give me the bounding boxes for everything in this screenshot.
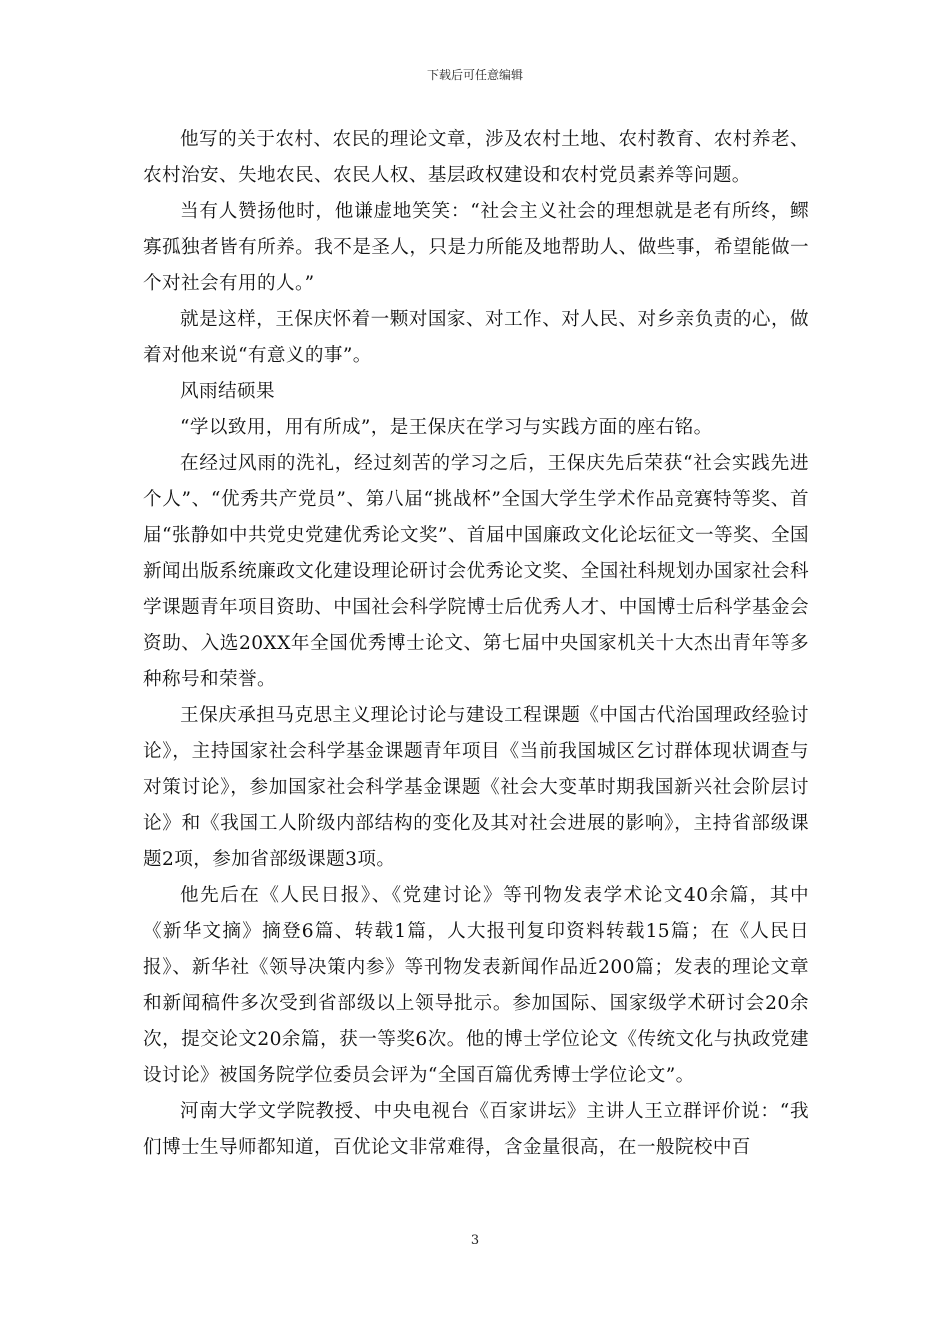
paragraph-honors: 在经过风雨的洗礼，经过刻苦的学习之后，王保庆先后荣获“社会实践先进个人”、“优秀共产党员”、第八届“挑战杯”全国大学生学术作品竞赛特等奖、首届“张静如中共党史党建优秀论文奖”、首届中国廉政文化论坛征文一等奖、全国新闻出版系统廉政文化建设理论研讨会优秀论文奖、全国社科规划办国家社会科学课题青年项目资助、中国社会科学院博士后优秀人才、中国博士后科学基金会资助、入选20XX年全国优秀博士论文、第七届中央国家机关十大杰出青年等多种称号和荣誉。 bbox=[143, 453, 809, 690]
paragraph-meaningful-work: 就是这样，王保庆怀着一颗对国家、对工作、对人民、对乡亲负责的心，做着对他来说“有意义的事”。 bbox=[143, 309, 809, 366]
paragraph-research-projects: 王保庆承担马克思主义理论讨论与建设工程课题《中国古代治国理政经验讨论》，主持国家社会科学基金课题青年项目《当前我国城区乞讨群体现状调查与对策讨论》，参加国家社会科学基金课题《社会大变革时期我国新兴社会阶层讨论》和《我国工人阶级内部结构的变化及其对社会进展的影响》，主持省部级课题2项，参加省部级课题3项。 bbox=[143, 705, 809, 870]
paragraph-modest-reply: 当有人赞扬他时，他谦虚地笑笑：“社会主义社会的理想就是老有所终，鳏寡孤独者皆有所养。我不是圣人，只是力所能及地帮助人、做些事，希望能做一个对社会有用的人。” bbox=[143, 201, 809, 294]
paragraph-publications: 他先后在《人民日报》、《党建讨论》等刊物发表学术论文40余篇，其中《新华文摘》摘登6篇、转载1篇，人大报刊复印资料转载15篇；在《人民日报》、新华社《领导决策内参》等刊物发表新闻作品近200篇；发表的理论文章和新闻稿件多次受到省部级以上领导批示。参加国际、国家级学术研讨会20余次，提交论文20余篇，获一等奖6次。他的博士学位论文《传统文化与执政党建设讨论》被国务院学位委员会评为“全国百篇优秀博士学位论文”。 bbox=[143, 885, 809, 1086]
document-body bbox=[143, 122, 809, 1166]
paragraph-motto: “学以致用，用有所成”，是王保庆在学习与实践方面的座右铭。 bbox=[180, 417, 713, 438]
section-heading: 风雨结硕果 bbox=[180, 381, 275, 402]
paragraph-evaluation: 河南大学文学院教授、中央电视台《百家讲坛》主讲人王立群评价说：“我们博士生导师都知道，百优论文非常难得，含金量很高，在一般院校中百 bbox=[143, 1101, 809, 1158]
page-header: 下载后可任意编辑 bbox=[426, 68, 523, 82]
page-number: 3 bbox=[470, 1233, 480, 1248]
paragraph-rural-articles: 他写的关于农村、农民的理论文章，涉及农村土地、农村教育、农村养老、农村治安、失地农民、农民人权、基层政权建设和农村党员素养等问题。 bbox=[143, 129, 809, 186]
